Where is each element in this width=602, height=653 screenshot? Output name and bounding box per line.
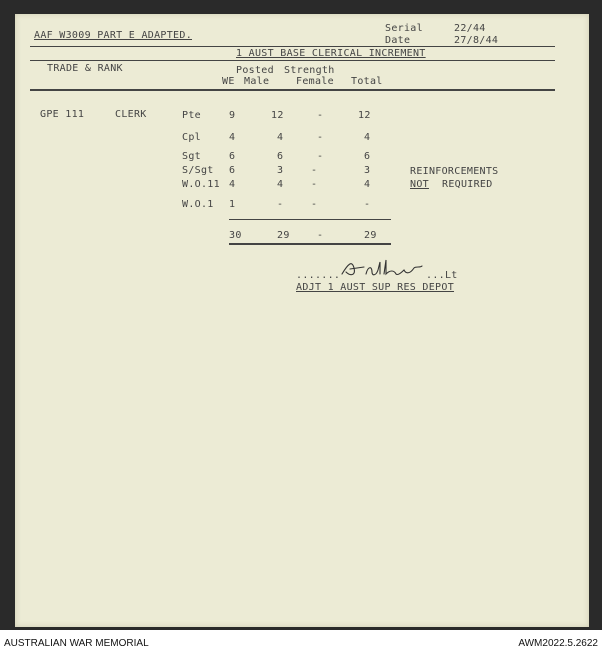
row-male: - [277,199,284,210]
header-male: Male [244,76,270,87]
serial-label: Serial [385,23,423,34]
date-label: Date [385,35,411,46]
header-trade-rank: TRADE & RANK [47,63,123,74]
row-rank: Cpl [182,132,201,143]
total-total: 29 [364,230,377,241]
row-total: 4 [364,132,371,143]
remark-reinforcements: REINFORCEMENTS [410,166,499,177]
row-female: - [317,132,324,143]
header-total: Total [351,76,383,87]
header-strength: Strength [284,65,335,76]
row-we: 6 [229,151,236,162]
serial-value: 22/44 [454,23,486,34]
handwritten-signature [336,254,426,282]
total-female: - [317,230,324,241]
row-total: 3 [364,165,371,176]
form-reference: AAF W3009 PART E ADAPTED. [34,30,193,41]
header-we: WE [222,76,235,87]
row-we: 6 [229,165,236,176]
group-code: GPE 111 [40,109,85,120]
row-female: - [311,179,318,190]
row-female: - [311,165,318,176]
title-rule [30,60,555,61]
header-posted: Posted [236,65,274,76]
date-value: 27/8/44 [454,35,499,46]
row-we: 4 [229,132,236,143]
document-page [15,14,589,627]
archive-footer [0,630,602,653]
row-female: - [317,110,324,121]
remark-required: REQUIRED [442,179,493,190]
signature-rank-suffix: ...Lt [426,270,458,281]
row-we: 1 [229,199,236,210]
row-total: 4 [364,179,371,190]
footer-accession-number: AWM2022.5.2622 [518,638,598,649]
row-rank: S/Sgt [182,165,214,176]
header-rule [30,89,555,91]
total-we: 30 [229,230,242,241]
row-rank: Pte [182,110,201,121]
header-female: Female [296,76,334,87]
row-we: 9 [229,110,236,121]
row-rank: Sgt [182,151,201,162]
totals-rule-bottom [229,243,391,245]
row-total: 6 [364,151,371,162]
footer-institution: AUSTRALIAN WAR MEMORIAL [4,638,149,649]
trade-name: CLERK [115,109,147,120]
top-rule [30,46,555,47]
row-rank: W.O.1 [182,199,214,210]
remark-not: NOT [410,179,429,190]
row-total: - [364,199,371,210]
row-male: 6 [277,151,284,162]
row-total: 12 [358,110,371,121]
row-male: 4 [277,179,284,190]
signatory-title: ADJT 1 AUST SUP RES DEPOT [296,282,455,293]
total-male: 29 [277,230,290,241]
row-male: 3 [277,165,284,176]
row-rank: W.O.11 [182,179,220,190]
totals-rule-top [229,219,391,220]
row-we: 4 [229,179,236,190]
row-male: 12 [271,110,284,121]
row-female: - [317,151,324,162]
row-male: 4 [277,132,284,143]
unit-title: 1 AUST BASE CLERICAL INCREMENT [236,48,426,59]
row-female: - [311,199,318,210]
signature-dots: ....... [296,270,341,281]
